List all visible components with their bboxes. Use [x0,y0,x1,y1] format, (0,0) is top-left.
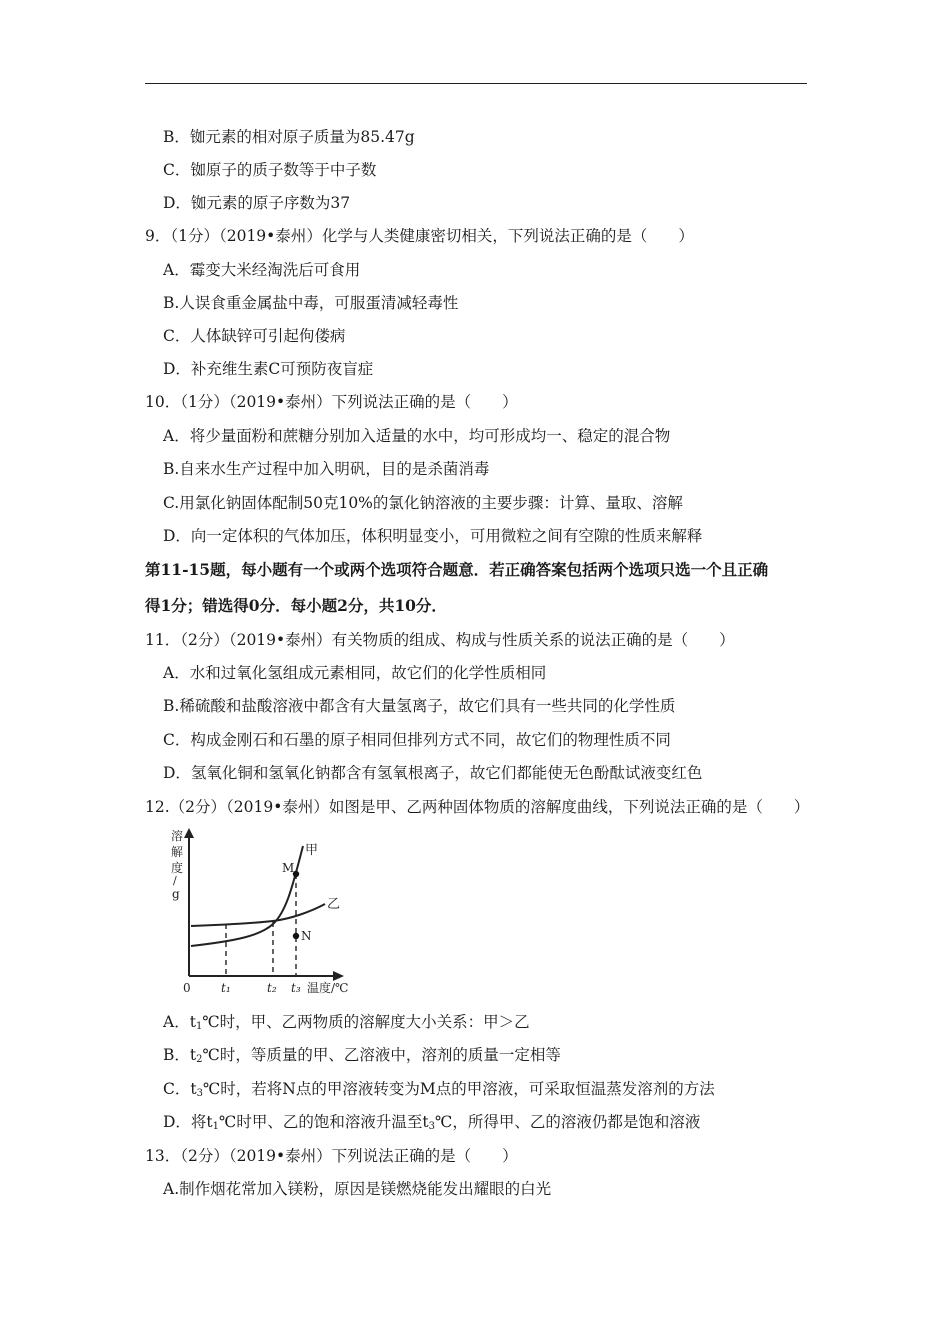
tick-t3-label: t₃ [291,981,301,995]
q13-option-a: A.制作烟花常加入镁粉，原因是镁燃烧能发出耀眼的白光 [163,1180,552,1198]
q10-option-a: A．将少量面粉和蔗糖分别加入适量的水中，均可形成均一、稳定的混合物 [163,427,671,445]
q11-option-c: C．构成金刚石和石墨的原子相同但排列方式不同，故它们的物理性质不同 [163,731,671,749]
y-axis-label-char1: 溶 [171,829,184,843]
q9-option-a: A．霉变大米经淘洗后可食用 [163,261,361,279]
q8-option-b: B．铷元素的相对原子质量为85.47g [163,128,415,146]
q12-option-a: A．$t_1℃$时，甲、乙两物质的溶解度大小关系：甲＞乙 [163,1013,530,1032]
q9-option-d: D．补充维生素C可预防夜盲症 [163,360,374,378]
y-axis-label-char4: / [173,874,177,887]
point-m-label: M [282,861,295,875]
x-axis-arrow [333,971,344,981]
y-axis-arrow [184,828,194,838]
q10-option-c: C.用氯化钠固体配制50克10%的氯化钠溶液的主要步骤：计算、量取、溶解 [163,494,683,512]
q9-option-c: C．人体缺锌可引起佝偻病 [163,327,346,345]
q11-option-d: D．氢氧化铜和氢氧化钠都含有氢氧根离子，故它们都能使无色酚酞试液变红色 [163,764,703,782]
q10-stem: 10．（1分）（2019•泰州）下列说法正确的是（ ） [145,393,518,411]
y-axis-label-char3: 度 [171,861,184,875]
q9-option-b: B.人误食重金属盐中毒，可服蛋清减轻毒性 [163,294,459,312]
x-axis-label: 温度/℃ [307,981,349,995]
q8-option-d: D．铷元素的原子序数为37 [163,194,351,212]
curve-jia-label: 甲 [305,843,319,858]
q10-option-b: B.自来水生产过程中加入明矾，目的是杀菌消毒 [163,460,490,478]
point-n [293,933,299,939]
header-rule [145,83,807,84]
solubility-curve-figure [165,826,365,998]
section-instructions-line1: 第11-15题，每小题有一个或两个选项符合题意．若正确答案包括两个选项只选一个且正确 [145,560,769,579]
q8-option-c: C．铷原子的质子数等于中子数 [163,161,377,179]
tick-t1-label: t₁ [221,981,231,995]
q9-stem: 9．（1分）（2019•泰州）化学与人类健康密切相关，下列说法正确的是（ ） [145,227,694,245]
q11-option-a: A．水和过氧化氢组成元素相同，故它们的化学性质相同 [163,664,547,682]
q13-stem: 13．（2分）（2019•泰州）下列说法正确的是（ ） [145,1147,518,1165]
q11-stem: 11．（2分）（2019•泰州）有关物质的组成、构成与性质关系的说法正确的是（ ） [145,631,735,649]
point-n-label: N [301,929,312,943]
section-instructions-line2: 得1分；错选得0分．每小题2分，共10分． [145,596,447,615]
y-axis-label-char5: g [172,887,180,901]
q12-option-d: D．将$t_1℃$时甲、乙的饱和溶液升温至$t_3℃$，所得甲、乙的溶液仍都是饱和溶液 [163,1113,701,1132]
origin-label: 0 [183,981,191,995]
curve-yi-label: 乙 [327,897,341,912]
q12-stem: 12.（2分）（2019•泰州）如图是甲、乙两种固体物质的溶解度曲线，下列说法正确的是（ ） [145,798,810,816]
q10-option-d: D．向一定体积的气体加压，体积明显变小，可用微粒之间有空隙的性质来解释 [163,527,703,545]
q11-option-b: B.稀硫酸和盐酸溶液中都含有大量氢离子，故它们具有一些共同的化学性质 [163,697,676,715]
q12-option-c: C．$t_3℃$时，若将N点的甲溶液转变为M点的甲溶液，可采取恒温蒸发溶剂的方法 [163,1080,715,1099]
tick-t2-label: t₂ [267,981,277,995]
y-axis-label-char2: 解 [171,845,184,859]
curve-yi [191,904,325,926]
q12-option-b: B．$t_2℃$时，等质量的甲、乙溶液中，溶剂的质量一定相等 [163,1046,561,1065]
